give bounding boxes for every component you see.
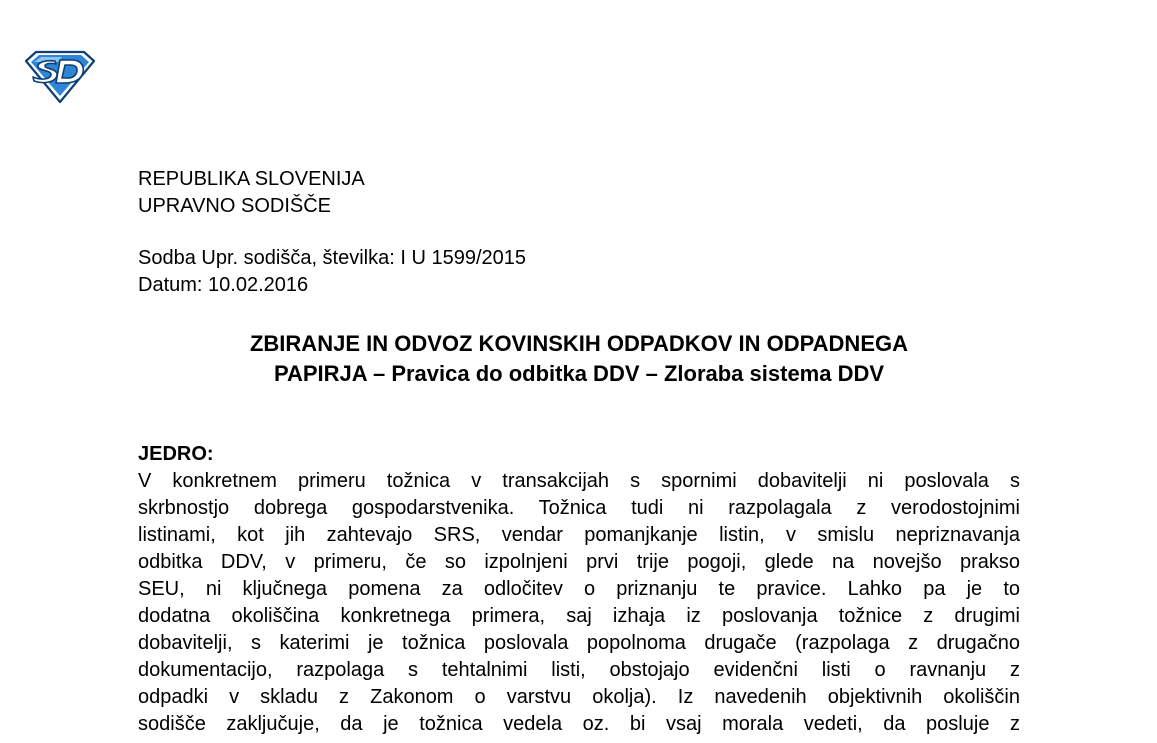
core-heading: JEDRO: — [138, 443, 214, 465]
case-number: Sodba Upr. sodišča, številka: I U 1599/2015 — [138, 247, 527, 269]
paragraph-line: odpadki v skladu z Zakonom o varstvu okolja). Iz navedenih objektivnih okoliščin — [138, 686, 1020, 708]
case-reference — [138, 245, 526, 299]
paragraph-line: skrbnostjo dobrega gospodarstvenika. Tožnica tudi ni razpolagala z verodostojnimi — [138, 497, 1020, 519]
paragraph-line: listinami, kot jih zahtevajo SRS, vendar pomanjkanje listin, v smislu nepriznavanja — [138, 524, 1020, 546]
court-name: UPRAVNO SODIŠČE — [138, 195, 331, 217]
paragraph-line: sodišče zaključuje, da je tožnica vedela oz. bi vsaj morala vedeti, da posluje z — [138, 713, 1020, 735]
country-name: REPUBLIKA SLOVENIJA — [138, 168, 365, 190]
paragraph-line: dobavitelji, s katerimi je tožnica poslovala popolnoma drugače (razpolaga z drugačno — [138, 632, 1020, 654]
judgment-date: Datum: 10.02.2016 — [138, 274, 309, 296]
paragraph-line: odbitka DDV, v primeru, če so izpolnjeni prvi trije pogoji, glede na novejšo prakso — [138, 551, 1020, 573]
court-logo-icon — [22, 49, 96, 105]
title-line-2: PAPIRJA – Pravica do odbitka DDV – Zloraba sistema DDV — [273, 361, 885, 386]
paragraph-line: SEU, ni ključnega pomena za odločitev o priznanju te pravice. Lahko pa je to — [138, 578, 1020, 600]
court-header — [138, 166, 365, 220]
paragraph-line: V konkretnem primeru tožnica v transakcijah s spornimi dobavitelji ni poslovala s — [138, 470, 1020, 492]
paragraph-line: dodatna okoliščina konkretnega primera, saj izhaja iz poslovanja tožnice z drugimi — [138, 605, 1020, 627]
core-paragraph — [138, 468, 1020, 738]
court-logo — [22, 49, 96, 105]
title-line-1: ZBIRANJE IN ODVOZ KOVINSKIH ODPADKOV IN ODPADNEGA — [249, 331, 908, 356]
document-title — [138, 329, 1020, 389]
paragraph-line: dokumentacijo, razpolaga s tehtalnimi listi, obstojajo evidenčni listi o ravnanju z — [138, 659, 1020, 681]
